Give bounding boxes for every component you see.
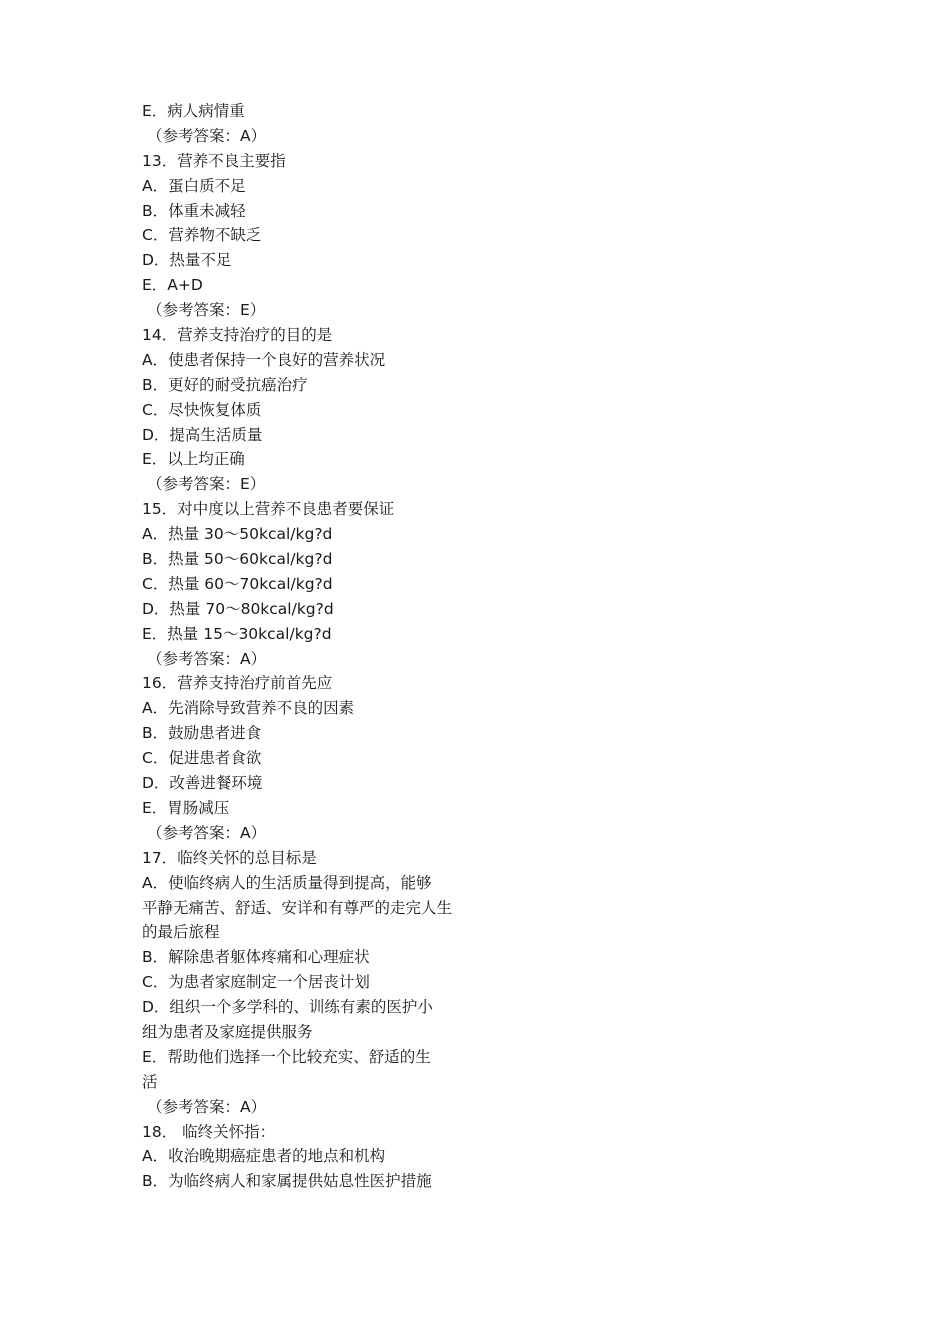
option-e: E．胃肠减压 (142, 798, 230, 817)
option-c: C．营养物不缺乏 (142, 226, 262, 245)
option-d-continued: 组为患者及家庭提供服务 (142, 1022, 313, 1041)
option-d: D．热量 70～80kcal/kg?d (142, 599, 334, 618)
question-15: 15．对中度以上营养不良患者要保证 (142, 500, 395, 519)
question-18: 18． 临终关怀指： (142, 1122, 276, 1141)
option-d: D．提高生活质量 (142, 425, 263, 444)
option-a-continued: 的最后旅程 (142, 923, 220, 942)
question-17: 17．临终关怀的总目标是 (142, 848, 317, 867)
option-b: B．热量 50～60kcal/kg?d (142, 550, 333, 569)
option-e: E．病人病情重 (142, 102, 245, 120)
option-d: D．组织一个多学科的、训练有素的医护小 (142, 998, 433, 1017)
answer-line: （参考答案：A） (147, 126, 267, 145)
option-e: E．A+D (142, 276, 203, 295)
option-b: B．更好的耐受抗癌治疗 (142, 375, 308, 394)
answer-line: （参考答案：E） (147, 301, 266, 320)
option-e: E．帮助他们选择一个比较充实、舒适的生 (142, 1047, 431, 1066)
option-a: A．使临终病人的生活质量得到提高，能够 (142, 873, 432, 892)
answer-line: （参考答案：A） (147, 1097, 267, 1116)
option-e: E．热量 15～30kcal/kg?d (142, 624, 332, 643)
option-c: C．热量 60～70kcal/kg?d (142, 574, 333, 593)
option-e: E．以上均正确 (142, 450, 245, 469)
option-a-continued: 平静无痛苦、舒适、安详和有尊严的走完人生 (142, 898, 453, 917)
option-a: A．使患者保持一个良好的营养状况 (142, 350, 386, 369)
question-14: 14．营养支持治疗的目的是 (142, 326, 333, 345)
answer-line: （参考答案：A） (147, 823, 267, 842)
option-b: B．解除患者躯体疼痛和心理症状 (142, 948, 370, 967)
answer-line: （参考答案：A） (147, 649, 267, 668)
question-13: 13．营养不良主要指 (142, 151, 286, 170)
question-16: 16．营养支持治疗前首先应 (142, 674, 333, 693)
option-e-continued: 活 (142, 1072, 158, 1091)
question-list (142, 99, 492, 1194)
answer-line: （参考答案：E） (147, 475, 266, 494)
option-a: A．蛋白质不足 (142, 176, 246, 195)
option-a: A．热量 30～50kcal/kg?d (142, 525, 333, 544)
option-b: B．为临终病人和家属提供姑息性医护措施 (142, 1172, 432, 1191)
option-a: A．先消除导致营养不良的因素 (142, 699, 355, 718)
option-c: C．尽快恢复体质 (142, 400, 262, 419)
option-c: C．为患者家庭制定一个居丧计划 (142, 973, 370, 992)
option-d: D．改善进餐环境 (142, 774, 263, 793)
option-b: B．鼓励患者进食 (142, 724, 262, 743)
option-d: D．热量不足 (142, 251, 232, 270)
option-b: B．体重未减轻 (142, 201, 246, 220)
option-a: A．收治晚期癌症患者的地点和机构 (142, 1147, 386, 1166)
option-c: C．促进患者食欲 (142, 749, 262, 768)
